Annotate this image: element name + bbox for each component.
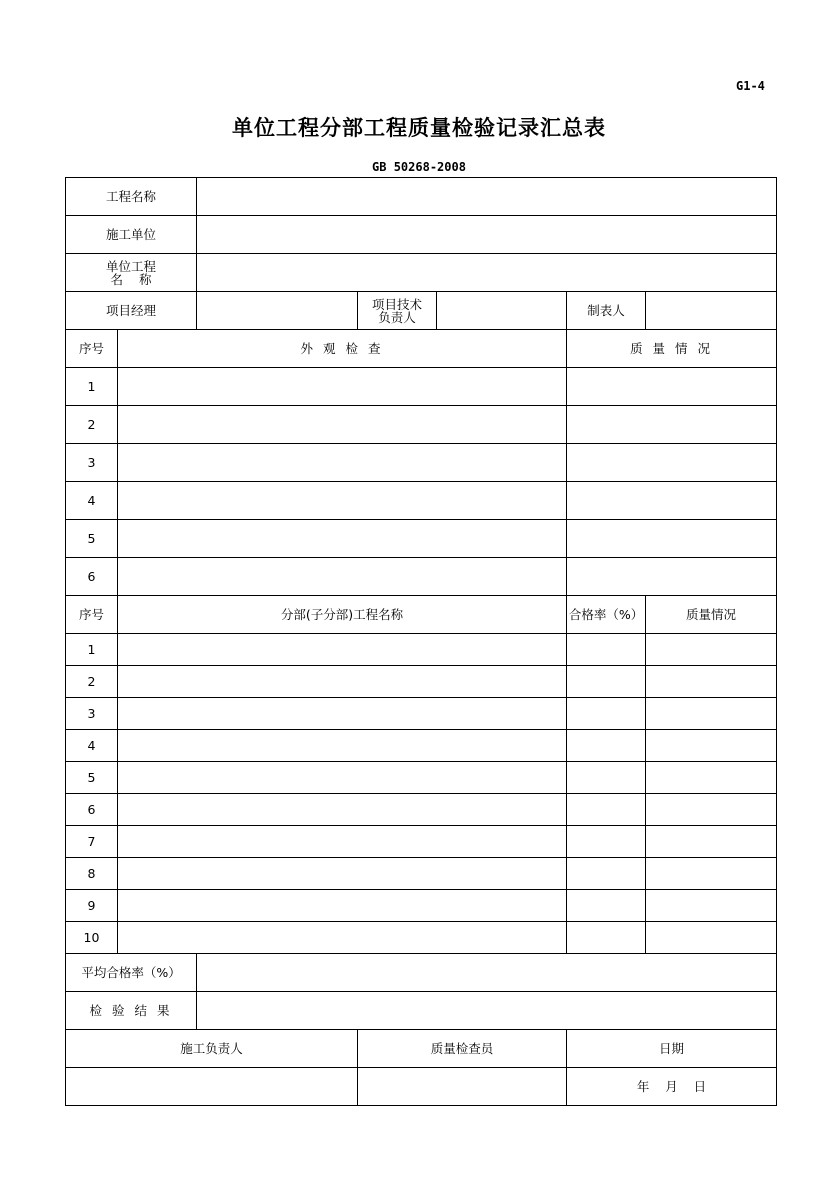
- section-seq: 5: [66, 762, 118, 794]
- standard-code: GB 50268-2008: [372, 160, 466, 174]
- section-quality-cell[interactable]: [646, 762, 777, 794]
- date-field[interactable]: 年 月 日: [567, 1068, 777, 1106]
- appearance-row: [66, 406, 777, 444]
- section-pass-rate-cell[interactable]: [567, 890, 646, 922]
- project-name-field[interactable]: [197, 178, 777, 216]
- appearance-check-cell[interactable]: [118, 520, 567, 558]
- appearance-seq: 2: [66, 406, 118, 444]
- appearance-seq: 1: [66, 368, 118, 406]
- section-row: [66, 666, 777, 698]
- signoff-row: [66, 1068, 777, 1106]
- result-label: 检 验 结 果: [66, 992, 197, 1030]
- contractor-field[interactable]: [197, 216, 777, 254]
- appearance-check-cell[interactable]: [118, 558, 567, 596]
- appearance-check-cell[interactable]: [118, 444, 567, 482]
- section-pass-rate-cell[interactable]: [567, 922, 646, 954]
- avg-pass-rate-field[interactable]: [197, 954, 777, 992]
- section-pass-rate-cell[interactable]: [567, 634, 646, 666]
- section-name-cell[interactable]: [118, 730, 567, 762]
- prepared-by-field[interactable]: [646, 292, 777, 330]
- section-row: [66, 634, 777, 666]
- appearance-row: [66, 482, 777, 520]
- appearance-check-cell[interactable]: [118, 482, 567, 520]
- manager-row: [66, 292, 777, 330]
- tech-lead-field[interactable]: [437, 292, 567, 330]
- appearance-seq: 6: [66, 558, 118, 596]
- section-quality-cell[interactable]: [646, 666, 777, 698]
- section-name-cell[interactable]: [118, 634, 567, 666]
- section-pass-rate-cell[interactable]: [567, 698, 646, 730]
- contractor-row: [66, 216, 777, 254]
- section-quality-cell[interactable]: [646, 858, 777, 890]
- section-name-cell[interactable]: [118, 890, 567, 922]
- project-manager-field[interactable]: [197, 292, 358, 330]
- appearance-check-cell[interactable]: [118, 406, 567, 444]
- sections-seq-header: 序号: [66, 596, 118, 634]
- section-quality-cell[interactable]: [646, 826, 777, 858]
- appearance-quality-cell[interactable]: [567, 520, 777, 558]
- sections-header-row: [66, 596, 777, 634]
- form-code: G1-4: [736, 79, 765, 93]
- appearance-quality-cell[interactable]: [567, 368, 777, 406]
- result-row: [66, 992, 777, 1030]
- sections-pass-rate-header: 合格率（%）: [567, 596, 646, 634]
- quality-inspector-label: 质量检查员: [358, 1030, 567, 1068]
- construction-lead-signature[interactable]: [66, 1068, 358, 1106]
- section-row: [66, 762, 777, 794]
- appearance-quality-header: 质 量 情 况: [567, 330, 777, 368]
- project-name-row: [66, 178, 777, 216]
- section-quality-cell[interactable]: [646, 922, 777, 954]
- avg-pass-rate-label: 平均合格率（%）: [66, 954, 197, 992]
- section-seq: 4: [66, 730, 118, 762]
- section-seq: 7: [66, 826, 118, 858]
- section-seq: 8: [66, 858, 118, 890]
- unit-project-label: [66, 254, 197, 292]
- section-seq: 3: [66, 698, 118, 730]
- section-pass-rate-cell[interactable]: [567, 826, 646, 858]
- section-row: [66, 730, 777, 762]
- tech-lead-label: [358, 292, 437, 330]
- unit-project-label-line1: 单位工程: [106, 258, 157, 274]
- section-row: [66, 698, 777, 730]
- sections-name-header: 分部(子分部)工程名称: [118, 596, 567, 634]
- appearance-seq: 4: [66, 482, 118, 520]
- section-pass-rate-cell[interactable]: [567, 762, 646, 794]
- section-name-cell[interactable]: [118, 666, 567, 698]
- section-name-cell[interactable]: [118, 698, 567, 730]
- appearance-row: [66, 444, 777, 482]
- appearance-header-row: [66, 330, 777, 368]
- section-seq: 6: [66, 794, 118, 826]
- section-quality-cell[interactable]: [646, 794, 777, 826]
- construction-lead-label: 施工负责人: [66, 1030, 358, 1068]
- section-seq: 1: [66, 634, 118, 666]
- section-name-cell[interactable]: [118, 762, 567, 794]
- section-name-cell[interactable]: [118, 922, 567, 954]
- project-name-label: 工程名称: [66, 178, 197, 216]
- appearance-quality-cell[interactable]: [567, 558, 777, 596]
- section-seq: 2: [66, 666, 118, 698]
- contractor-label: 施工单位: [66, 216, 197, 254]
- section-pass-rate-cell[interactable]: [567, 730, 646, 762]
- unit-project-field[interactable]: [197, 254, 777, 292]
- section-pass-rate-cell[interactable]: [567, 666, 646, 698]
- section-row: [66, 794, 777, 826]
- appearance-quality-cell[interactable]: [567, 482, 777, 520]
- appearance-quality-cell[interactable]: [567, 444, 777, 482]
- section-quality-cell[interactable]: [646, 698, 777, 730]
- prepared-by-label: 制表人: [567, 292, 646, 330]
- section-name-cell[interactable]: [118, 794, 567, 826]
- appearance-seq: 5: [66, 520, 118, 558]
- section-name-cell[interactable]: [118, 858, 567, 890]
- appearance-row: [66, 368, 777, 406]
- quality-summary-table: [65, 177, 777, 1106]
- sections-quality-header: 质量情况: [646, 596, 777, 634]
- appearance-seq-header: 序号: [66, 330, 118, 368]
- appearance-check-header: 外 观 检 查: [118, 330, 567, 368]
- appearance-seq: 3: [66, 444, 118, 482]
- tech-lead-label-line2: 负责人: [378, 309, 416, 325]
- appearance-quality-cell[interactable]: [567, 406, 777, 444]
- unit-project-row: [66, 254, 777, 292]
- avg-pass-rate-row: [66, 954, 777, 992]
- section-quality-cell[interactable]: [646, 890, 777, 922]
- tech-lead-label-line1: 项目技术: [372, 296, 423, 312]
- section-seq: 10: [66, 922, 118, 954]
- section-row: [66, 858, 777, 890]
- appearance-check-cell[interactable]: [118, 368, 567, 406]
- section-row: [66, 890, 777, 922]
- section-pass-rate-cell[interactable]: [567, 794, 646, 826]
- appearance-row: [66, 520, 777, 558]
- project-manager-label: 项目经理: [66, 292, 197, 330]
- signoff-header-row: [66, 1030, 777, 1068]
- result-field[interactable]: [197, 992, 777, 1030]
- date-label: 日期: [567, 1030, 777, 1068]
- section-name-cell[interactable]: [118, 826, 567, 858]
- form-title: 单位工程分部工程质量检验记录汇总表: [232, 116, 606, 140]
- section-seq: 9: [66, 890, 118, 922]
- section-quality-cell[interactable]: [646, 730, 777, 762]
- section-row: [66, 922, 777, 954]
- unit-project-label-line2: 名 称: [110, 271, 152, 287]
- appearance-row: [66, 558, 777, 596]
- section-quality-cell[interactable]: [646, 634, 777, 666]
- section-pass-rate-cell[interactable]: [567, 858, 646, 890]
- section-row: [66, 826, 777, 858]
- quality-inspector-signature[interactable]: [358, 1068, 567, 1106]
